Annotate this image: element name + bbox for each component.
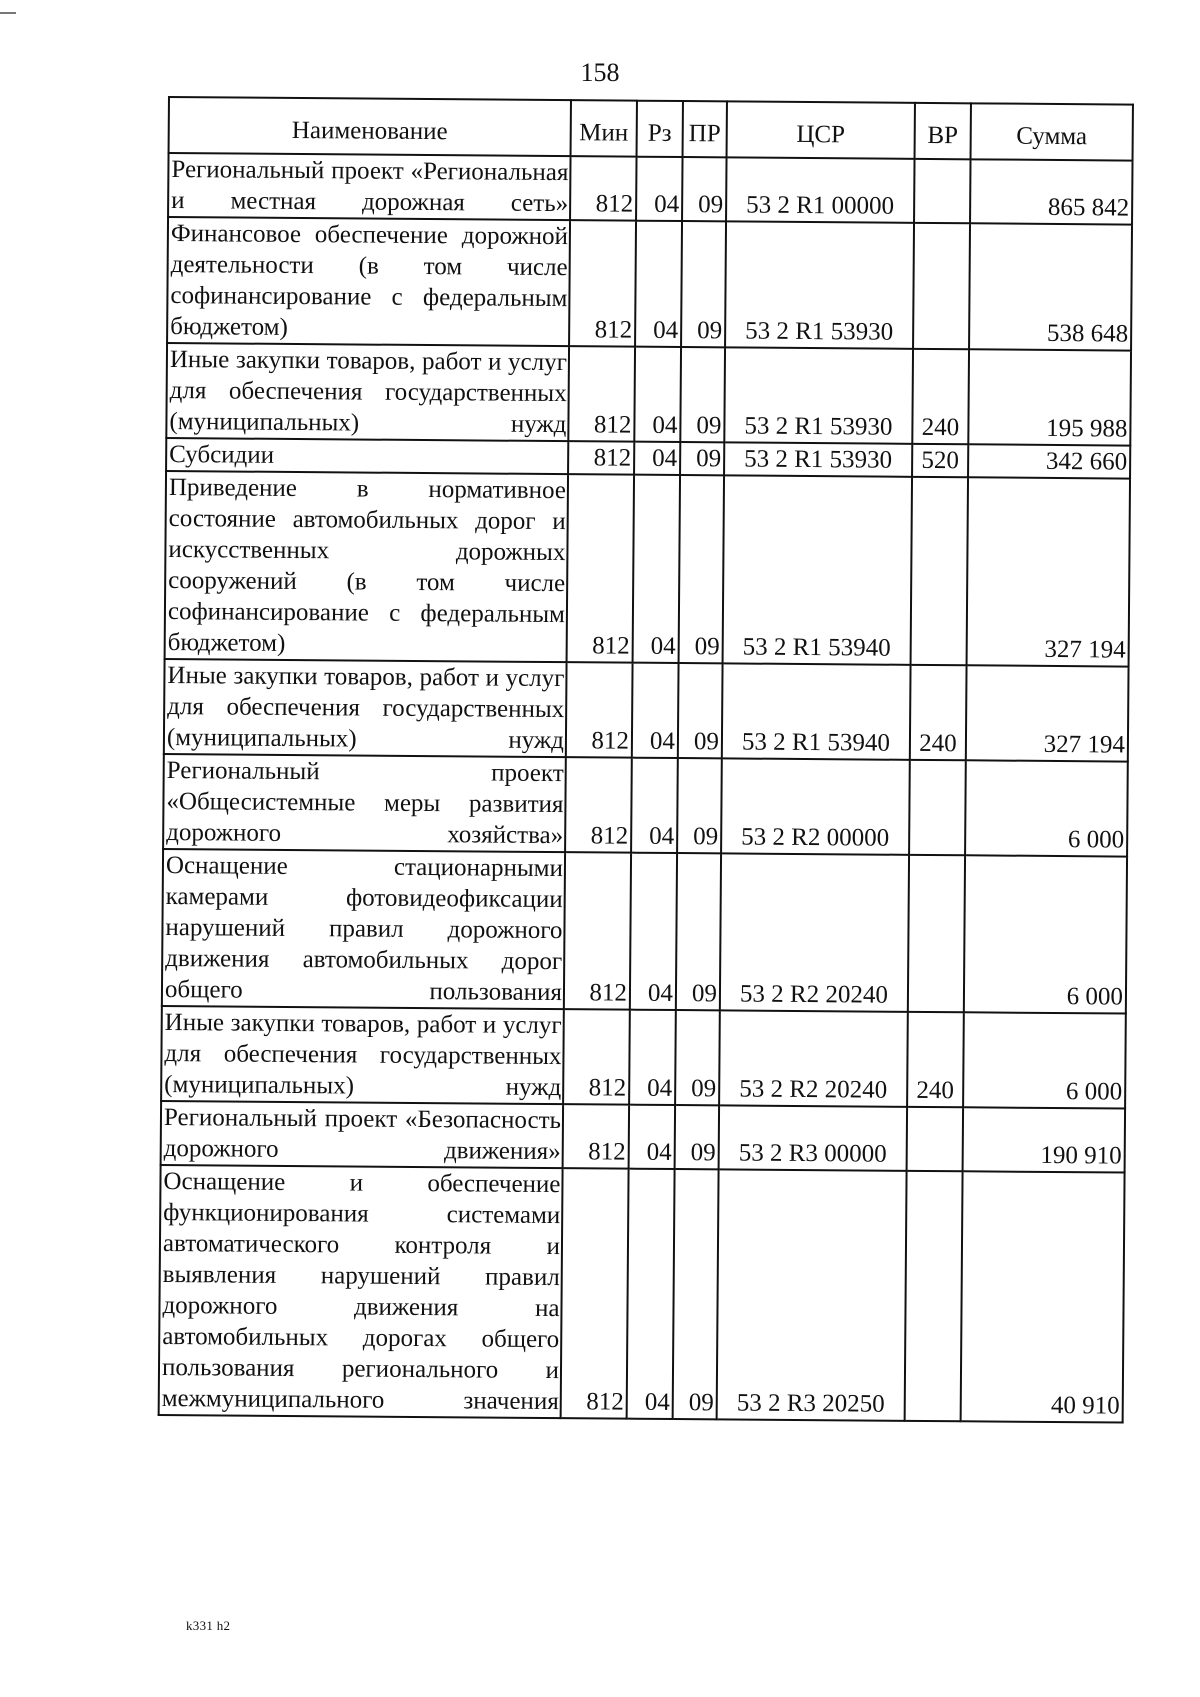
page-number: 158	[580, 58, 620, 87]
row-sum: 195 988	[968, 349, 1131, 445]
row-sum: 190 910	[963, 1107, 1125, 1172]
row-csr: 53 2 R1 53930	[725, 221, 914, 348]
row-name: Иные закупки товаров, работ и услуг для обеспечения государственных (муниципальных) нужд	[164, 659, 567, 757]
row-sum: 327 194	[966, 665, 1129, 761]
row-min: 812	[565, 757, 632, 853]
budget-table	[158, 96, 1134, 1424]
row-rz: 04	[631, 758, 678, 853]
table-row	[161, 1006, 1126, 1109]
table-row	[163, 754, 1128, 857]
row-pr: 09	[682, 157, 727, 221]
row-name: Иные закупки товаров, работ и услуг для обеспечения государственных (муниципальных) нужд	[161, 1006, 564, 1104]
row-sum: 327 194	[967, 477, 1130, 666]
footer-code: k331 h2	[186, 1618, 231, 1633]
table-row	[168, 153, 1132, 225]
row-vr	[909, 760, 966, 855]
row-min: 812	[567, 474, 634, 663]
row-csr: 53 2 R3 20250	[717, 1169, 907, 1420]
row-rz: 04	[634, 442, 680, 475]
header-name: Наименование	[169, 97, 571, 156]
row-vr: 240	[910, 665, 967, 760]
row-pr: 09	[681, 221, 726, 347]
header-vr: ВР	[915, 103, 971, 159]
row-pr: 09	[678, 663, 723, 758]
row-sum: 342 660	[968, 444, 1130, 478]
row-min: 812	[564, 852, 631, 1010]
row-csr: 53 2 R1 00000	[726, 157, 914, 222]
row-name: Иные закупки товаров, работ и услуг для обеспечения государственных (муниципальных) нужд	[166, 343, 569, 441]
table-row	[164, 659, 1129, 762]
row-csr: 53 2 R3 00000	[719, 1105, 907, 1170]
row-csr: 53 2 R1 53930	[724, 442, 912, 476]
header-min: Мин	[571, 100, 637, 157]
header-sum: Сумма	[971, 103, 1133, 160]
row-min: 812	[568, 441, 634, 475]
row-name: Приведение в нормативное состояние автомобильных дорог и искусственных дорожных сооружений (в том числе софинансирование с федеральным бюджетом)	[165, 471, 568, 662]
row-pr: 09	[677, 758, 722, 853]
row-vr: 240	[907, 1012, 964, 1107]
row-sum: 40 910	[961, 1171, 1125, 1422]
row-rz: 04	[633, 475, 680, 663]
row-vr: 520	[912, 444, 968, 477]
row-rz: 04	[629, 1010, 676, 1105]
row-pr: 09	[676, 853, 721, 1010]
row-rz: 04	[634, 347, 681, 442]
row-min: 812	[568, 346, 635, 442]
row-vr: 240	[912, 349, 969, 444]
row-name: Финансовое обеспечение дорожной деятельности (в том числе софинансирование с федеральным бюджетом)	[167, 217, 570, 346]
row-sum: 6 000	[965, 760, 1128, 856]
row-vr	[905, 1171, 963, 1421]
row-vr	[914, 159, 971, 223]
header-csr: ЦСР	[727, 101, 915, 158]
table-row	[162, 849, 1127, 1014]
row-pr: 09	[680, 442, 724, 475]
row-csr: 53 2 R1 53930	[724, 347, 913, 443]
header-pr: ПР	[683, 101, 727, 157]
row-name: Региональный проект «Общесистемные меры развития дорожного хозяйства»	[163, 754, 566, 852]
table-row	[159, 1165, 1125, 1423]
header-rz: Рз	[637, 101, 683, 157]
row-name: Оснащение и обеспечение функционирования системами автоматического контроля и выявления нарушений правил дорожного движения на автомобильных дорогах общего пользования регионального и межмуниципального значения	[159, 1165, 563, 1418]
row-min: 812	[570, 156, 637, 221]
row-csr: 53 2 R1 53940	[723, 475, 912, 664]
row-min: 812	[569, 220, 636, 347]
row-pr: 09	[675, 1105, 720, 1169]
row-sum: 538 648	[969, 223, 1132, 350]
row-csr: 53 2 R2 00000	[721, 758, 910, 854]
row-rz: 04	[627, 1169, 675, 1419]
row-pr: 09	[680, 347, 725, 442]
row-name: Региональный проект «Региональная и местная дорожная сеть»	[168, 153, 570, 220]
row-pr: 09	[679, 475, 724, 663]
row-min: 812	[563, 1104, 630, 1169]
row-name: Региональный проект «Безопасность дорожного движения»	[161, 1101, 563, 1168]
table-row	[167, 217, 1132, 351]
row-min: 812	[561, 1168, 629, 1419]
row-rz: 04	[632, 663, 679, 758]
row-csr: 53 2 R2 20240	[719, 1010, 908, 1106]
row-pr: 09	[675, 1010, 720, 1105]
table-row	[166, 343, 1131, 446]
table-row	[161, 1101, 1125, 1173]
table-row	[165, 471, 1130, 667]
row-sum: 6 000	[964, 855, 1127, 1013]
row-vr	[908, 855, 965, 1012]
row-min: 812	[563, 1009, 630, 1105]
row-name: Оснащение стационарными камерами фотовидеофиксации нарушений правил дорожного движения автомобильных дорог общего пользования	[162, 849, 565, 1009]
row-vr	[907, 1107, 964, 1171]
row-rz: 04	[635, 221, 682, 347]
row-rz: 04	[630, 853, 677, 1010]
row-sum: 865 842	[970, 159, 1132, 224]
row-csr: 53 2 R2 20240	[720, 853, 909, 1011]
row-sum: 6 000	[963, 1012, 1126, 1108]
row-name: Субсидии	[166, 438, 568, 474]
row-min: 812	[566, 662, 633, 758]
row-rz: 04	[629, 1105, 676, 1169]
row-rz: 04	[636, 157, 683, 221]
row-pr: 09	[673, 1169, 719, 1419]
row-vr	[913, 223, 970, 349]
row-csr: 53 2 R1 53940	[722, 663, 911, 759]
scan-edge-mark	[0, 12, 16, 14]
table-header-row	[169, 97, 1133, 161]
row-vr	[911, 477, 968, 665]
